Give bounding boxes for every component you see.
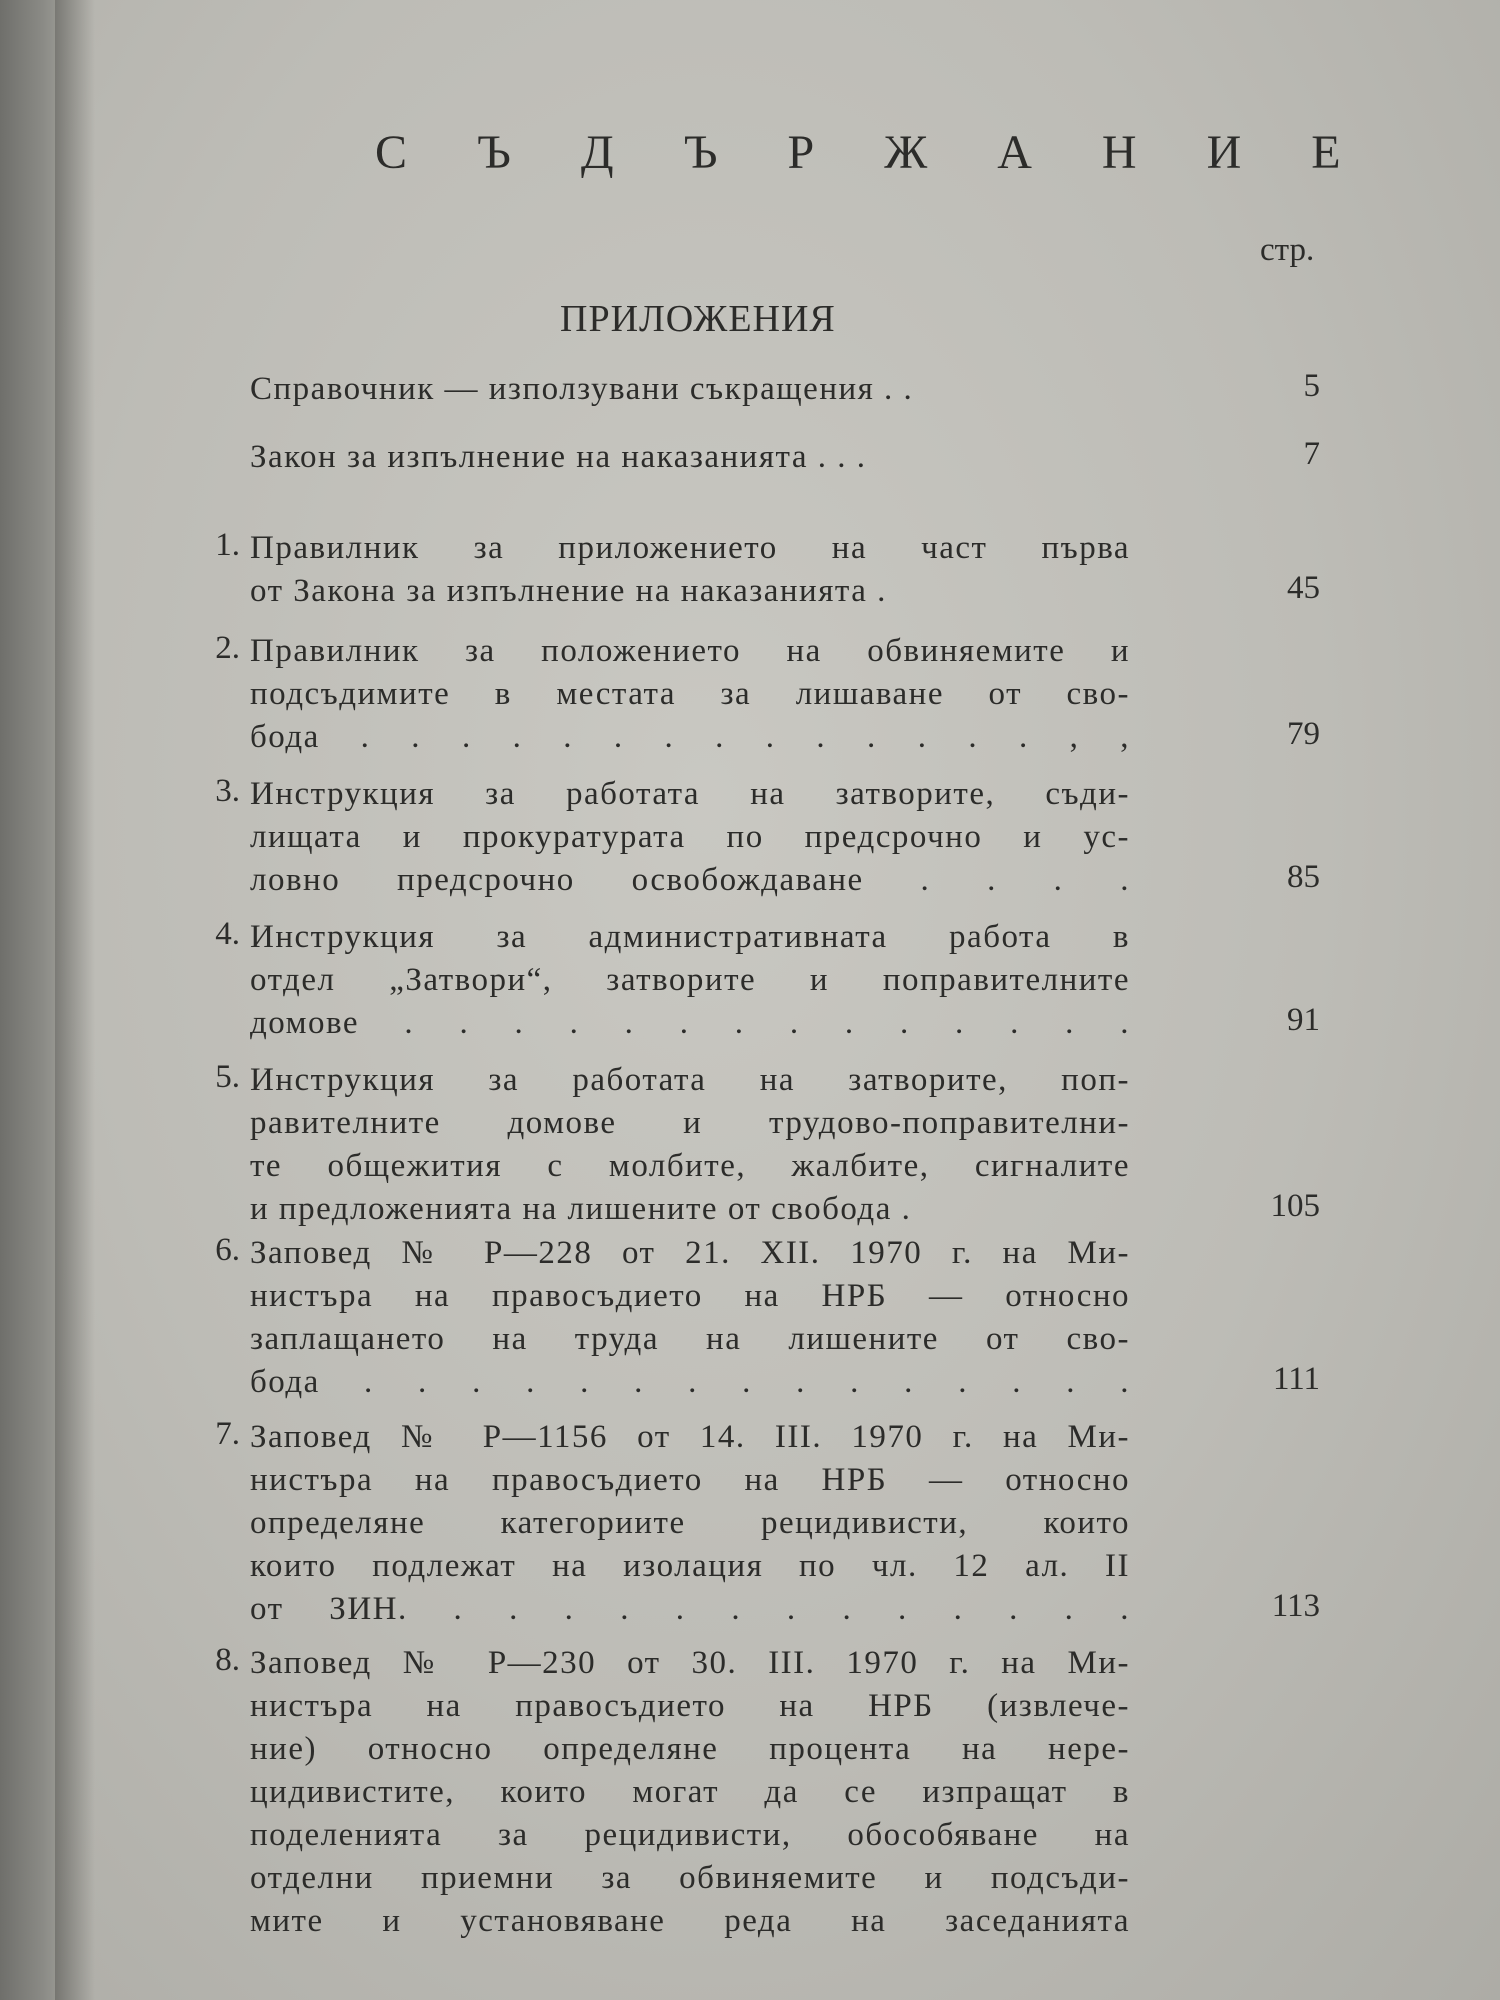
page-spine-shadow <box>55 0 95 2000</box>
toc-entry-line: бода . . . . . . . . . . . . . . . <box>250 1364 1130 1400</box>
toc-entry-number: 2. <box>215 630 240 666</box>
toc-entry-line: поделенията за рецидивисти, обособяване на <box>250 1817 1130 1853</box>
toc-entry-number: 3. <box>215 773 240 809</box>
toc-entry-text: Справочник — използувани съкращения . . <box>250 371 914 407</box>
toc-page-number: 79 <box>1287 716 1320 752</box>
toc-entry-line: Правилник за приложението на част първа <box>250 530 1130 566</box>
toc-entry-line: заплащането на труда на лишените от сво- <box>250 1321 1130 1357</box>
toc-page-number: 105 <box>1270 1188 1320 1224</box>
page-column-label: стр. <box>1260 232 1315 268</box>
toc-page-number: 91 <box>1287 1002 1320 1038</box>
toc-entry-line: от Закона за изпълнение на наказанията . <box>250 573 887 609</box>
toc-page-number: 111 <box>1272 1361 1320 1397</box>
toc-page-number: 7 <box>1303 436 1320 472</box>
toc-page-number: 5 <box>1303 368 1320 404</box>
toc-entry-line: подсъдимите в местата за лишаване от сво- <box>250 676 1130 712</box>
toc-entry-number: 7. <box>215 1416 240 1452</box>
toc-intro-entry <box>190 436 1320 480</box>
toc-entry-number: 5. <box>215 1059 240 1095</box>
toc-entry-line: цидивистите, които могат да се изпращат в <box>250 1774 1130 1810</box>
toc-entry-line: Инструкция за работата на затворите, съди- <box>250 776 1130 812</box>
toc-entry-line: определяне категориите рецидивисти, които <box>250 1505 1130 1541</box>
toc-entry-line: Инструкция за административната работа в <box>250 919 1130 955</box>
toc-entry-line: от ЗИН. . . . . . . . . . . . . . <box>250 1591 1130 1627</box>
toc-entry-line: ние) относно определяне процента на нере- <box>250 1731 1130 1767</box>
section-title: ПРИЛОЖЕНИЯ <box>560 298 836 340</box>
toc-entry-line: мите и установяване реда на заседанията <box>250 1903 1130 1939</box>
toc-entry-number: 6. <box>215 1232 240 1268</box>
toc-entry-number: 1. <box>215 527 240 563</box>
toc-entry-line: отдел „Затвори“, затворите и поправителните <box>250 962 1130 998</box>
toc-entry-line: домове . . . . . . . . . . . . . . <box>250 1005 1130 1041</box>
toc-entry-text: Закон за изпълнение на наказанията . . . <box>250 439 867 475</box>
toc-entry-line: Заповед № Р—230 от 30. III. 1970 г. на Ми- <box>250 1645 1130 1681</box>
toc-entry-line: те общежития с молбите, жалбите, сигналите <box>250 1148 1130 1184</box>
toc-entry-number: 4. <box>215 916 240 952</box>
toc-entry-line: Правилник за положението на обвиняемите и <box>250 633 1130 669</box>
toc-page-number: 45 <box>1287 570 1320 606</box>
page-title: С Ъ Д Ъ Р Ж А Н И Е <box>375 126 1370 179</box>
toc-page-number: 113 <box>1271 1588 1320 1624</box>
toc-entry-line: нистъра на правосъдието на НРБ — относно <box>250 1462 1130 1498</box>
toc-entry-number: 8. <box>215 1642 240 1678</box>
toc-entry-line: равителните домове и трудово-поправителни- <box>250 1105 1130 1141</box>
toc-page-number: 85 <box>1287 859 1320 895</box>
toc-entry-line: ловно предсрочно освобождаване . . . . <box>250 862 1130 898</box>
toc-intro-entry <box>190 368 1320 412</box>
toc-entry-line: Инструкция за работата на затворите, поп- <box>250 1062 1130 1098</box>
toc-entry-line: Заповед № Р—1156 от 14. III. 1970 г. на Ми- <box>250 1419 1130 1455</box>
toc-entry-line: нистъра на правосъдието на НРБ — относно <box>250 1278 1130 1314</box>
toc-entry-line: нистъра на правосъдието на НРБ (извлече- <box>250 1688 1130 1724</box>
toc-entry-line: и предложенията на лишените от свобода . <box>250 1191 912 1227</box>
toc-entry-line: отделни приемни за обвиняемите и подсъди- <box>250 1860 1130 1896</box>
toc-entry-line: които подлежат на изолация по чл. 12 ал. II <box>250 1548 1130 1584</box>
toc-entry-line: Заповед № Р—228 от 21. XII. 1970 г. на Ми- <box>250 1235 1130 1271</box>
toc-entry-line: бода . . . . . . . . . . . . . . , , <box>250 719 1130 755</box>
toc-entry-line: лищата и прокуратурата по предсрочно и ус- <box>250 819 1130 855</box>
